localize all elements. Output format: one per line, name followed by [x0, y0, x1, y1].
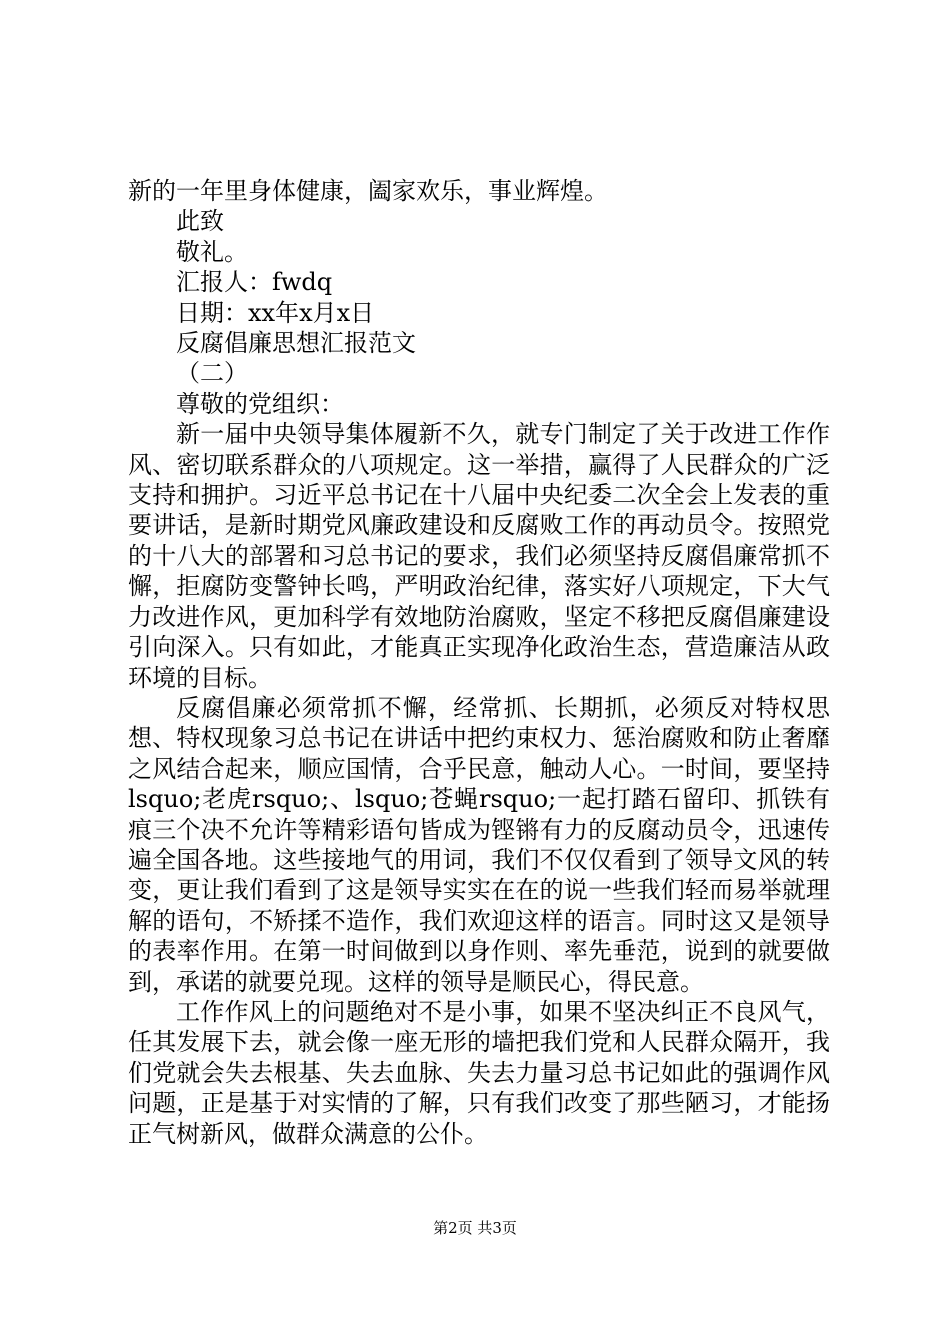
- body-paragraph-3: 工作作风上的问题绝对不是小事，如果不坚决纠正不良风气，任其发展下去，就会像一座无形的墙把我们党和人民群众隔开，我们党就会失去根基、失去血脉、失去力量习总书记如此的强调作风问题，正是基于对实情的了解，只有我们改变了那些陋习，才能扬正气树新风，做群众满意的公仆。: [128, 997, 830, 1148]
- closing-wish-line: 新的一年里身体健康，阖家欢乐，事业辉煌。: [128, 177, 608, 205]
- page-footer: 第2页 共3页: [433, 1219, 517, 1237]
- body-paragraph-2: 反腐倡廉必须常抓不懈，经常抓、长期抓，必须反对特权思想、特权现象习总书记在讲话中把约束权力、惩治腐败和防止奢靡之风结合起来，顺应国情，合乎民意，触动人心。一时间，要坚持lsquo;老虎rsquo;、lsquo;苍蝇rsquo;一起打踏石留印、抓铁有痕三个决不允许等精彩语句皆成为铿锵有力的反腐动员令，迅速传遍全国各地。这些接地气的用词，我们不仅仅看到了领导文风的转变，更让我们看到了这是领导实实在在的说一些我们轻而易举就理解的语句，不矫揉不造作，我们欢迎这样的语言。同时这又是领导的表率作用。在第一时间做到以身作则、率先垂范，说到的就要做到，承诺的就要兑现。这样的领导是顺民心，得民意。: [128, 693, 830, 996]
- addressee-line: 尊敬的党组织：: [176, 389, 344, 418]
- date-line: 日期：xx年x月x日: [176, 298, 375, 327]
- document-body: [128, 176, 830, 1149]
- salutation-cizhi: 此致: [176, 207, 224, 236]
- reporter-line: 汇报人：fwdq: [176, 268, 333, 297]
- body-paragraph-1: 新一届中央领导集体履新不久，就专门制定了关于改进工作作风、密切联系群众的八项规定。这一举措，赢得了人民群众的广泛支持和拥护。习近平总书记在十八届中央纪委二次全会上发表的重要讲话，是新时期党风廉政建设和反腐败工作的再动员令。按照党的十八大的部署和习总书记的要求，我们必须坚持反腐倡廉常抓不懈，拒腐防变警钟长鸣，严明政治纪律，落实好八项规定，下大气力改进作风，更加科学有效地防治腐败，坚定不移把反腐倡廉建设引向深入。只有如此，才能真正实现净化政治生态，营造廉洁从政环境的目标。: [128, 420, 830, 692]
- section-title: 反腐倡廉思想汇报范文: [176, 329, 416, 358]
- salutation-jingli: 敬礼。: [176, 237, 248, 266]
- section-number: （二）: [176, 359, 248, 388]
